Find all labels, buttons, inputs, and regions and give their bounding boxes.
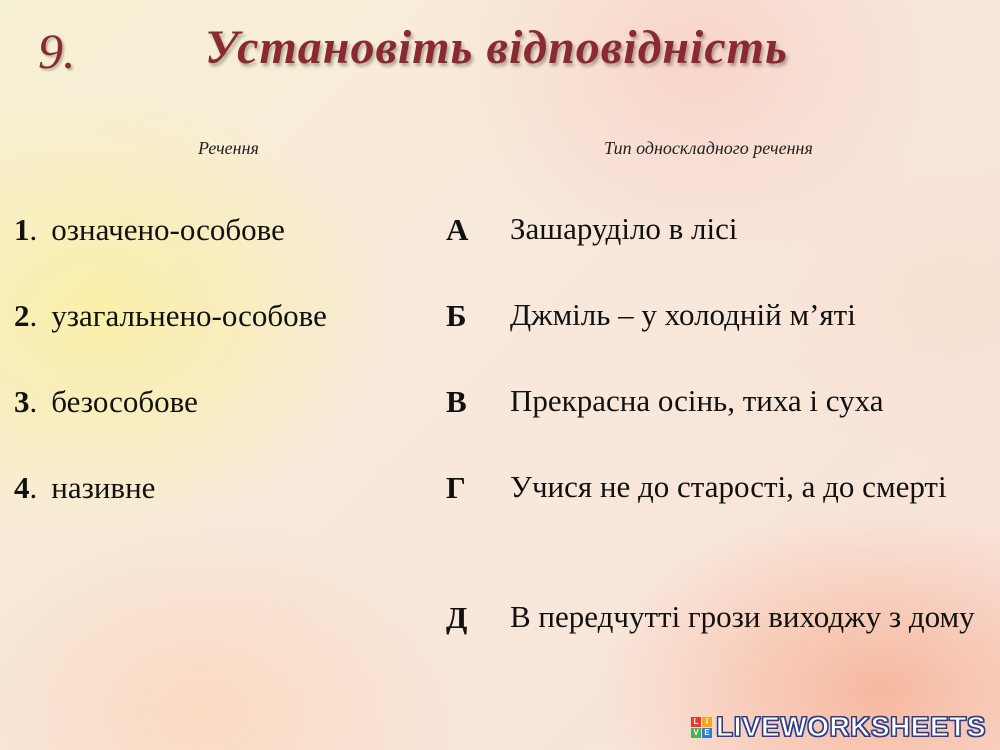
left-item-2[interactable] — [14, 298, 327, 334]
task-number: 9. — [38, 23, 76, 79]
left-item-dot: . — [29, 212, 38, 247]
right-item-text: Учися не до старості, а до смерті — [510, 469, 947, 504]
page-title: Установіть відповідність — [205, 21, 788, 74]
logo-text: LIVEWORKSHEETS — [716, 711, 986, 742]
left-item-dot: . — [29, 298, 38, 333]
right-item-letter: Б — [446, 298, 467, 333]
left-item-dot: . — [29, 384, 38, 419]
left-item-number: 4 — [14, 470, 30, 505]
left-item-label: безособове — [51, 384, 198, 419]
logo-cube: I — [702, 717, 712, 727]
logo-cube: E — [702, 728, 712, 738]
right-item-letter: В — [446, 384, 467, 419]
right-item-letter: Д — [446, 600, 468, 635]
header — [0, 0, 1000, 100]
logo-cubes-icon — [691, 717, 712, 738]
left-item-3[interactable] — [14, 384, 198, 420]
left-item-label: узагальнено-особове — [51, 298, 327, 333]
left-item-number: 2 — [14, 298, 30, 333]
left-item-1[interactable] — [14, 212, 285, 248]
liveworksheets-logo — [691, 710, 986, 744]
left-item-label: називне — [51, 470, 156, 505]
left-item-dot: . — [29, 470, 38, 505]
right-item-text: Прекрасна осінь, тиха і суха — [510, 383, 884, 418]
right-item-text: В передчутті грози виходжу з дому — [510, 599, 975, 634]
right-column-header: Тип односкладного речення — [604, 138, 813, 158]
left-column-header: Речення — [198, 138, 259, 158]
left-item-label: означено-особове — [51, 212, 285, 247]
left-item-4[interactable] — [14, 470, 155, 506]
right-item-letter: Г — [446, 470, 466, 505]
left-item-number: 3 — [14, 384, 30, 419]
left-item-number: 1 — [14, 212, 30, 247]
logo-cube: L — [691, 717, 701, 727]
right-item-text: Джміль – у холодній м’яті — [510, 297, 856, 332]
logo-cube: V — [691, 728, 701, 738]
right-item-letter: А — [446, 212, 469, 247]
right-item-text: Зашаруділо в лісі — [510, 211, 738, 246]
